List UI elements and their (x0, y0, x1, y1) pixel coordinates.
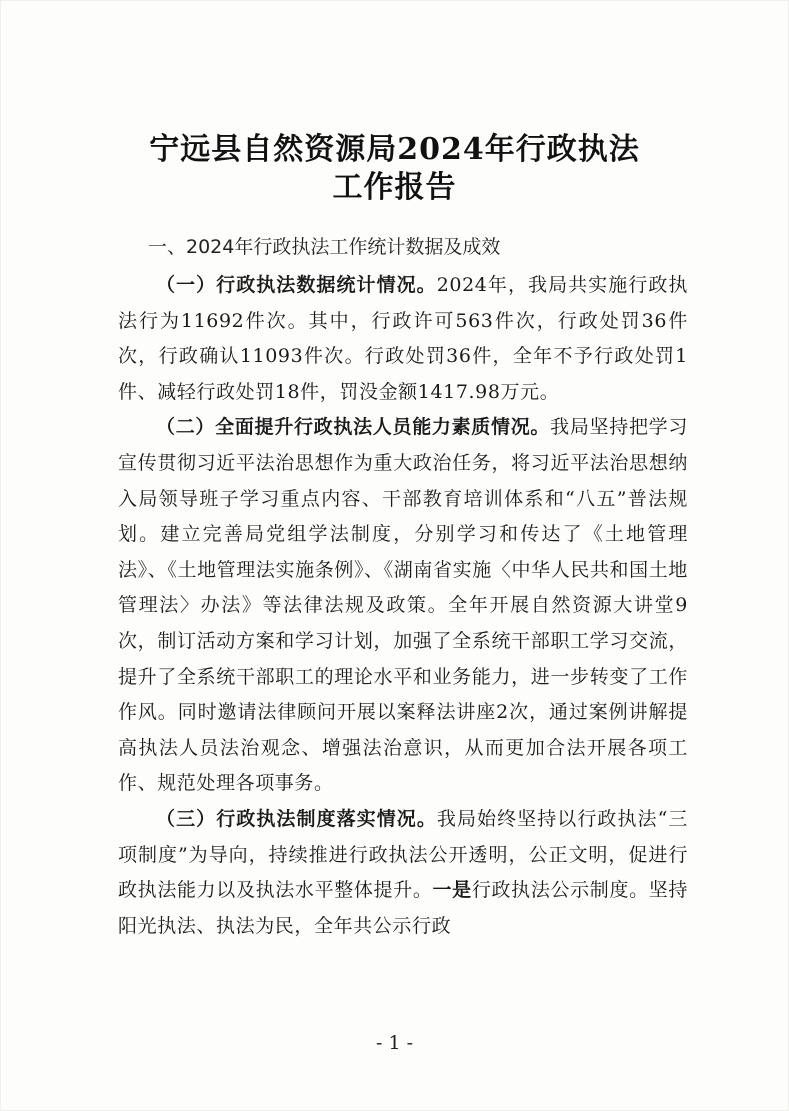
paragraph-lead: （一）行政执法数据统计情况。 (156, 274, 437, 296)
paragraph-data-statistics (118, 268, 688, 410)
document-subtitle: 工作报告 (332, 170, 457, 205)
paragraph-text: 我局坚持把学习宣传贯彻习近平法治思想作为重大政治任务，将习近平法治思想纳入局领导班子学习重点内容、干部教育培训体系和“八五”普法规划。建立完善局党组学法制度，分别学习和传达了《土地管理法》、《土地管理法实施条例》、《湖南省实施〈中华人民共和国土地管理法〉办法》等法律法规及政策。全年开展自然资源大讲堂9次，制订活动方案和学习计划，加强了全系统干部职工学习交流，提升了全系统干部职工的理论水平和业务能力，进一步转变了工作作风。同时邀请法律顾问开展以案释法讲座2次，通过案例讲解提高执法人员法治观念、增强法治意识，从而更加合法开展各项工作、规范处理各项事务。 (118, 416, 688, 795)
section-heading: 一、2024年行政执法工作统计数据及成效 (148, 236, 501, 258)
document-title: 宁远县自然资源局2024年行政执法 (149, 132, 640, 167)
paragraph-text: 2024年，我局共实施行政执法行为11692件次。其中，行政许可563件次，行政处罚36件次，行政确认11093件次。行政处罚36件，全年不予行政处罚1件、减轻行政处罚18件，罚没金额1417.98万元。 (118, 274, 688, 403)
paragraph-lead: （三）行政执法制度落实情况。 (156, 807, 437, 830)
paragraph-system-implementation (118, 802, 688, 944)
paragraph-lead: （二）全面提升行政执法人员能力素质情况。 (156, 416, 551, 439)
paragraph-inline-lead: 一是 (432, 879, 472, 902)
paragraph-text: 我局始终坚持以行政执法“三项制度”为导向，持续推进行政执法公开透明，公正文明，促进行政执法能力以及执法水平整体提升。 (118, 807, 688, 902)
page-number: - 1 - (375, 1032, 413, 1054)
body-text (118, 268, 688, 944)
paragraph-personnel-capacity (118, 410, 688, 802)
paragraph-text-continued: 行政执法公示制度。坚持阳光执法、执法为民，全年共公示行政 (118, 879, 689, 937)
